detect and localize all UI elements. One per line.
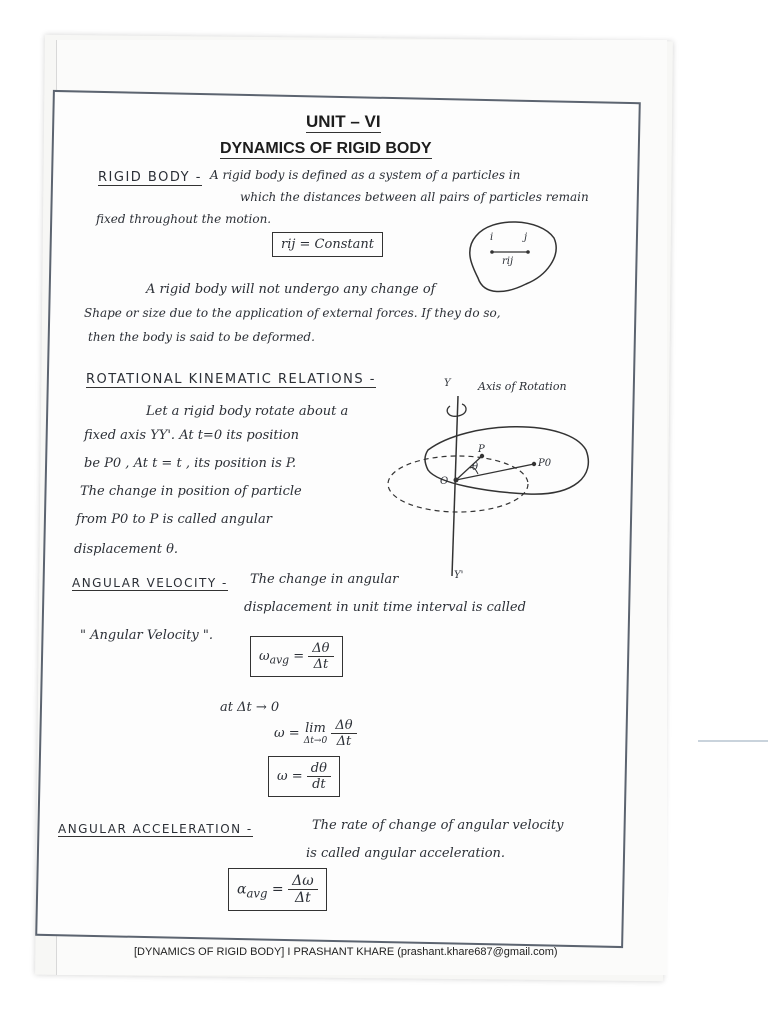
lim-block xyxy=(304,721,327,746)
angvel-line2: displacement in unit time interval is called xyxy=(244,600,526,615)
lim-subscript: Δt→0 xyxy=(303,736,328,746)
angvel-line3: " Angular Velocity ". xyxy=(80,628,213,643)
rot-line6: displacement θ. xyxy=(74,542,179,557)
delta-theta-over-delta-t xyxy=(308,641,333,672)
rigid-body-heading: RIGID BODY - xyxy=(98,170,202,185)
omega-symbol: ω xyxy=(259,649,270,664)
fraction-denominator: Δt xyxy=(313,657,329,672)
angacc-line2: is called angular acceleration. xyxy=(306,846,506,861)
rotation-diagram xyxy=(378,380,598,590)
unit-title: UNIT – VI xyxy=(306,112,381,131)
diagram-label-y-prime: Y' xyxy=(454,570,464,581)
diagram-label-o: O xyxy=(440,476,449,487)
rigid-def-line1: A rigid body is defined as a system of a particles in xyxy=(210,168,521,182)
diagram-label-i: i xyxy=(490,232,494,243)
rij-constant-formula: rij = Constant xyxy=(272,232,383,257)
alpha-avg-subscript: avg xyxy=(246,886,268,901)
diagram-label-rij: rij xyxy=(502,256,514,267)
diagram-label-p0: P0 xyxy=(538,458,552,469)
rigid-def-line3: fixed throughout the motion. xyxy=(96,212,272,226)
omega-equals-derivative: ω = xyxy=(277,769,303,784)
chapter-title: DYNAMICS OF RIGID BODY xyxy=(220,140,432,157)
angular-velocity-derivative-formula xyxy=(268,756,340,797)
alpha-symbol: α xyxy=(237,881,247,898)
angvel-line1: The change in angular xyxy=(250,572,399,587)
angacc-line1: The rate of change of angular velocity xyxy=(312,818,564,833)
avg-subscript: avg xyxy=(269,653,290,667)
d-theta-over-dt xyxy=(307,761,331,792)
diagram-label-j: j xyxy=(524,232,528,243)
limit-numerator: Δθ xyxy=(331,718,356,734)
angular-velocity-avg-formula: $\omega_{avg}$ = $\frac{\Delta\theta}{\Delta t}$ xyxy=(250,636,343,677)
rot-line4: The change in position of particle xyxy=(80,484,302,499)
rigid-para-line2: Shape or size due to the application of external forces. If they do so, xyxy=(84,306,501,320)
derivative-denominator: dt xyxy=(312,777,326,792)
limit-denominator: Δt xyxy=(336,734,352,749)
rigid-para-line3: then the body is said to be deformed. xyxy=(88,330,315,344)
rotational-heading: ROTATIONAL KINEMATIC RELATIONS - xyxy=(86,372,376,387)
rot-line1: Let a rigid body rotate about a xyxy=(146,404,349,419)
delta-omega-over-delta-t xyxy=(288,873,318,906)
diagram-label-p: P xyxy=(478,444,485,455)
angular-acceleration-heading: ANGULAR ACCELERATION - xyxy=(58,822,253,836)
angular-acceleration-avg-formula: $\alpha_{avg}$ = $\frac{\Delta\omega}{\Delta t}$ xyxy=(228,868,327,911)
limit-condition: at Δt → 0 xyxy=(220,700,280,715)
rot-line3: be P0 , At t = t , its position is P. xyxy=(84,456,297,471)
rigid-para-line1: A rigid body will not undergo any change of xyxy=(146,282,436,297)
rigid-def-line2: which the distances between all pairs of particles remain xyxy=(240,190,589,204)
angular-velocity-heading: ANGULAR VELOCITY - xyxy=(72,576,228,590)
angular-velocity-limit-formula xyxy=(274,718,357,749)
diagram-label-axis: Axis of Rotation xyxy=(478,380,567,393)
rot-line5: from P0 to P is called angular xyxy=(76,512,272,527)
lim-text: lim xyxy=(305,721,326,736)
omega-equals: ω = xyxy=(274,726,300,741)
fraction-numerator: Δθ xyxy=(308,641,333,657)
limit-fraction xyxy=(331,718,356,749)
diagram-label-theta: θ xyxy=(472,462,479,473)
page-footer: [DYNAMICS OF RIGID BODY] I PRASHANT KHARE (prashant.khare687@gmail.com) xyxy=(134,946,558,958)
diagram-label-y: Y xyxy=(444,378,451,389)
acc-numerator: Δω xyxy=(288,873,318,890)
rot-line2: fixed axis YY'. At t=0 its position xyxy=(84,428,299,443)
derivative-numerator: dθ xyxy=(307,761,331,777)
acc-denominator: Δt xyxy=(295,890,311,906)
background-strip xyxy=(698,740,768,742)
